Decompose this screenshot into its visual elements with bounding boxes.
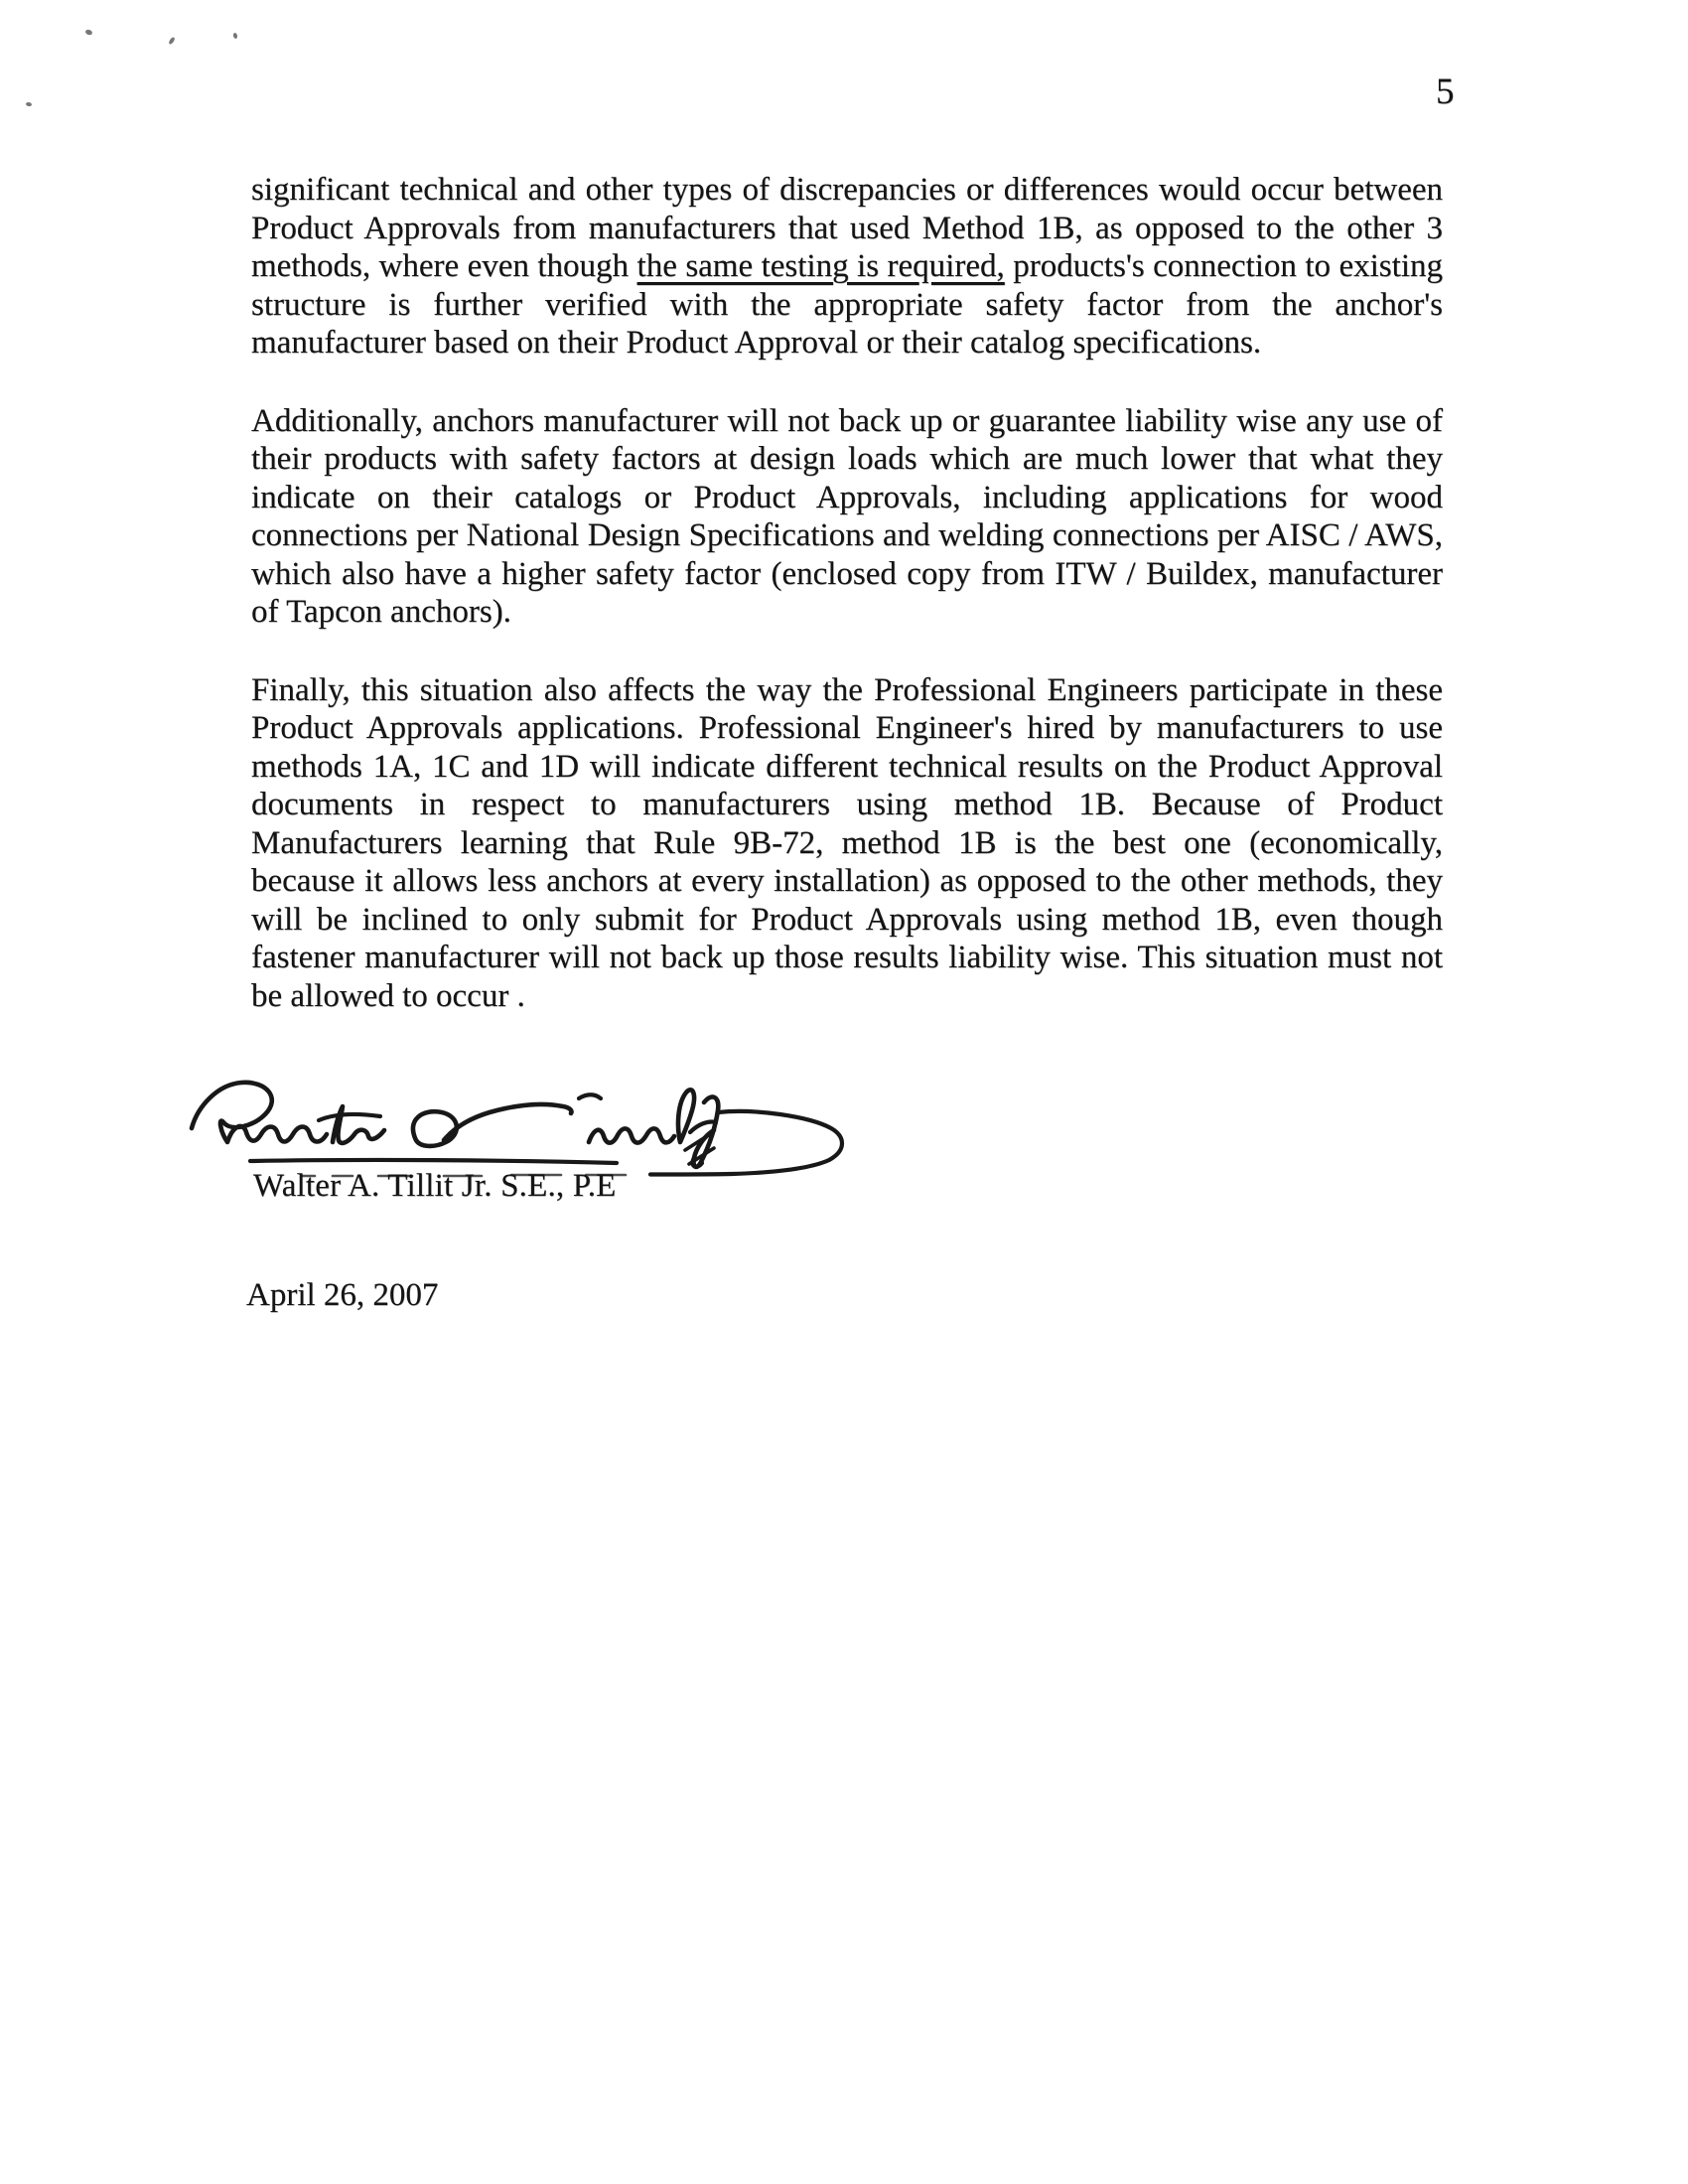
- paragraph-3: Finally, this situation also affects the way the Professional Engineers participate in these Product Approvals applications. Professional Engineer's hired by manufacturers to use methods 1A, 1C and 1D will indicate different technical results on the Product Approval documents in respect to manufacturers using method 1B. Because of Product Manufacturers learning that Rule 9B-72, method 1B is the best one (economically, because it allows less anchors at every installation) as opposed to the other methods, they will be inclined to only submit for Product Approvals using method 1B, even though fastener manufacturer will not back up those results liability wise. This situation must not be allowed to occur .: [251, 671, 1443, 1014]
- underlined-phrase: the same testing is required,: [636, 248, 1005, 284]
- paragraph-1-continued: products's connection to existing structure is further verified with the appropriate safety factor from the anchor's manufacturer based on their Product Approval or their catalog specifications.: [251, 248, 1443, 361]
- scan-speckle: [168, 37, 176, 46]
- scan-speckle: [26, 102, 33, 107]
- paragraph-2: Additionally, anchors manufacturer will not back up or guarantee liability wise any use of their products with safety factors at design loads which are much lower that what they indicate on their catalogs or Product Approvals, including applications for wood connections per National Design Specifications and welding connections per AISC / AWS, which also have a higher safety factor (enclosed copy from ITW / Buildex, manufacturer of Tapcon anchors).: [251, 402, 1443, 630]
- paragraph-1: [251, 171, 1443, 363]
- date-line: April 26, 2007: [246, 1277, 439, 1313]
- paragraph-1-text: significant technical and other types of discrepancies or differences would occur between Product Approvals from manufacturers that used Method 1B, as opposed to the other 3 methods, where even though: [251, 172, 1443, 284]
- scan-speckle: [84, 29, 92, 36]
- signatory-name: Walter A. Tillit Jr. S.E., P.E: [253, 1168, 617, 1204]
- letter-body: [251, 171, 1443, 1015]
- scan-speckle: [232, 33, 237, 40]
- page-number: 5: [1436, 72, 1455, 112]
